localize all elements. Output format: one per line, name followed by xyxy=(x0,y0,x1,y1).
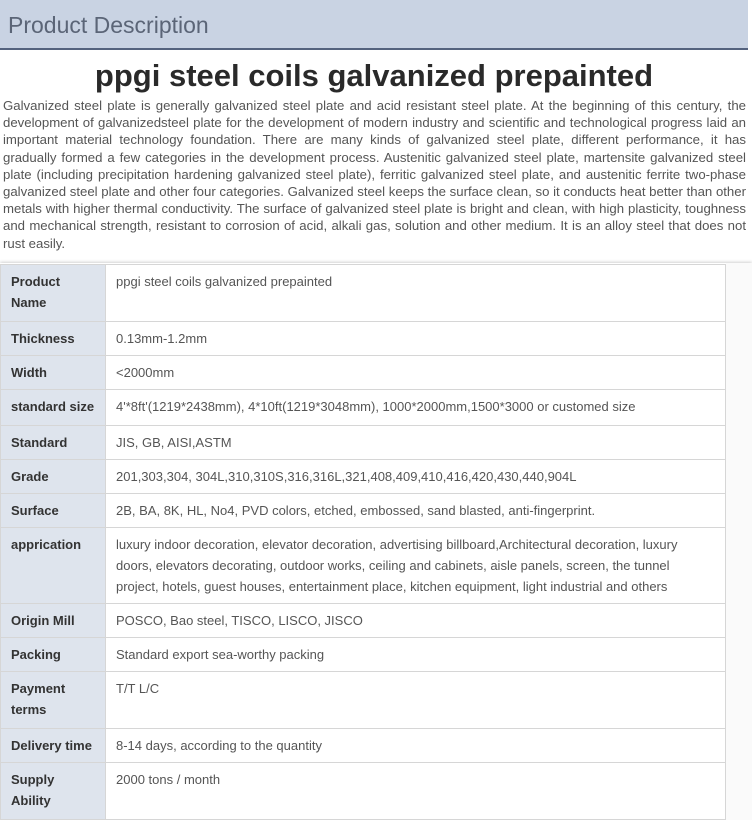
spec-row-product-name xyxy=(1,265,726,322)
spec-label: Surface xyxy=(1,494,106,528)
product-intro: Galvanized steel plate is generally galvanized steel plate and acid resistant steel plate. At the beginning of this century, the development of galvanizedsteel plate for the development of modern industry and scientific and technological progress laid an important material technology foundation. There are many kinds of galvanized steel plate, different performance, it has gradually formed a few categories in the development process. Austenitic galvanized steel plate, martensite galvanized steel plate (including precipitation hardening galvanized steel plate), ferritic galvanized steel plate, and austenitic ferrite two-phase galvanized steel plate and other four categories. Galvanized steel keeps the surface clean, so it conducts heat better than other metals with higher thermal conductivity. The surface of galvanized steel plate is bright and clean, with high plasticity, toughness and mechanical strength, resistant to corrosion of acid, alkali gas, solution and other medium. It is an alloy steel that does not rust easily. xyxy=(3,98,746,251)
spec-label: Delivery time xyxy=(1,729,106,763)
spec-label: Thickness xyxy=(1,322,106,356)
spec-value: <2000mm xyxy=(106,356,726,390)
spec-panel xyxy=(0,263,752,820)
spec-label: Width xyxy=(1,356,106,390)
spec-row-width xyxy=(1,356,726,390)
product-title: ppgi steel coils galvanized prepainted xyxy=(94,58,654,93)
spec-row-standard xyxy=(1,426,726,460)
spec-value: 4'*8ft'(1219*2438mm), 4*10ft(1219*3048mm), 1000*2000mm,1500*3000 or customed size xyxy=(106,390,726,426)
spec-value: 2000 tons / month xyxy=(106,763,726,820)
spec-value: Standard export sea-worthy packing xyxy=(106,638,726,672)
spec-row-standard-size xyxy=(1,390,726,426)
side-strip xyxy=(726,263,752,820)
spec-row-packing xyxy=(1,638,726,672)
spec-label: Supply Ability xyxy=(1,763,106,820)
spec-label: Packing xyxy=(1,638,106,672)
spec-value: POSCO, Bao steel, TISCO, LISCO, JISCO xyxy=(106,604,726,638)
spec-row-thickness xyxy=(1,322,726,356)
spec-row-supply-ability xyxy=(1,763,726,820)
section-title: Product Description xyxy=(8,12,209,38)
section-header xyxy=(0,0,748,50)
spec-label: Payment terms xyxy=(1,672,106,729)
spec-label: Product Name xyxy=(1,265,106,322)
spec-value: 8-14 days, according to the quantity xyxy=(106,729,726,763)
spec-label: apprication xyxy=(1,528,106,604)
spec-row-payment-terms xyxy=(1,672,726,729)
spec-value: 2B, BA, 8K, HL, No4, PVD colors, etched, embossed, sand blasted, anti-fingerprint. xyxy=(106,494,726,528)
spec-value: luxury indoor decoration, elevator decoration, advertising billboard,Architectural decoration, luxury doors, elevators decorating, outdoor works, ceiling and cabinets, aisle panels, screen, the tunnel project, hotels, guest houses, entertainment place, kitchen equipment, light industrial and others xyxy=(106,528,726,604)
spec-row-grade xyxy=(1,460,726,494)
spec-row-surface xyxy=(1,494,726,528)
spec-value: 201,303,304, 304L,310,310S,316,316L,321,408,409,410,416,420,430,440,904L xyxy=(106,460,726,494)
spec-value: 0.13mm-1.2mm xyxy=(106,322,726,356)
spec-value: T/T L/C xyxy=(106,672,726,729)
spec-table xyxy=(0,264,726,820)
spec-row-delivery-time xyxy=(1,729,726,763)
spec-label: standard size xyxy=(1,390,106,426)
spec-label: Grade xyxy=(1,460,106,494)
spec-label: Origin Mill xyxy=(1,604,106,638)
spec-value: JIS, GB, AISI,ASTM xyxy=(106,426,726,460)
spec-row-application xyxy=(1,528,726,604)
spec-row-origin-mill xyxy=(1,604,726,638)
spec-label: Standard xyxy=(1,426,106,460)
spec-value: ppgi steel coils galvanized prepainted xyxy=(106,265,726,322)
